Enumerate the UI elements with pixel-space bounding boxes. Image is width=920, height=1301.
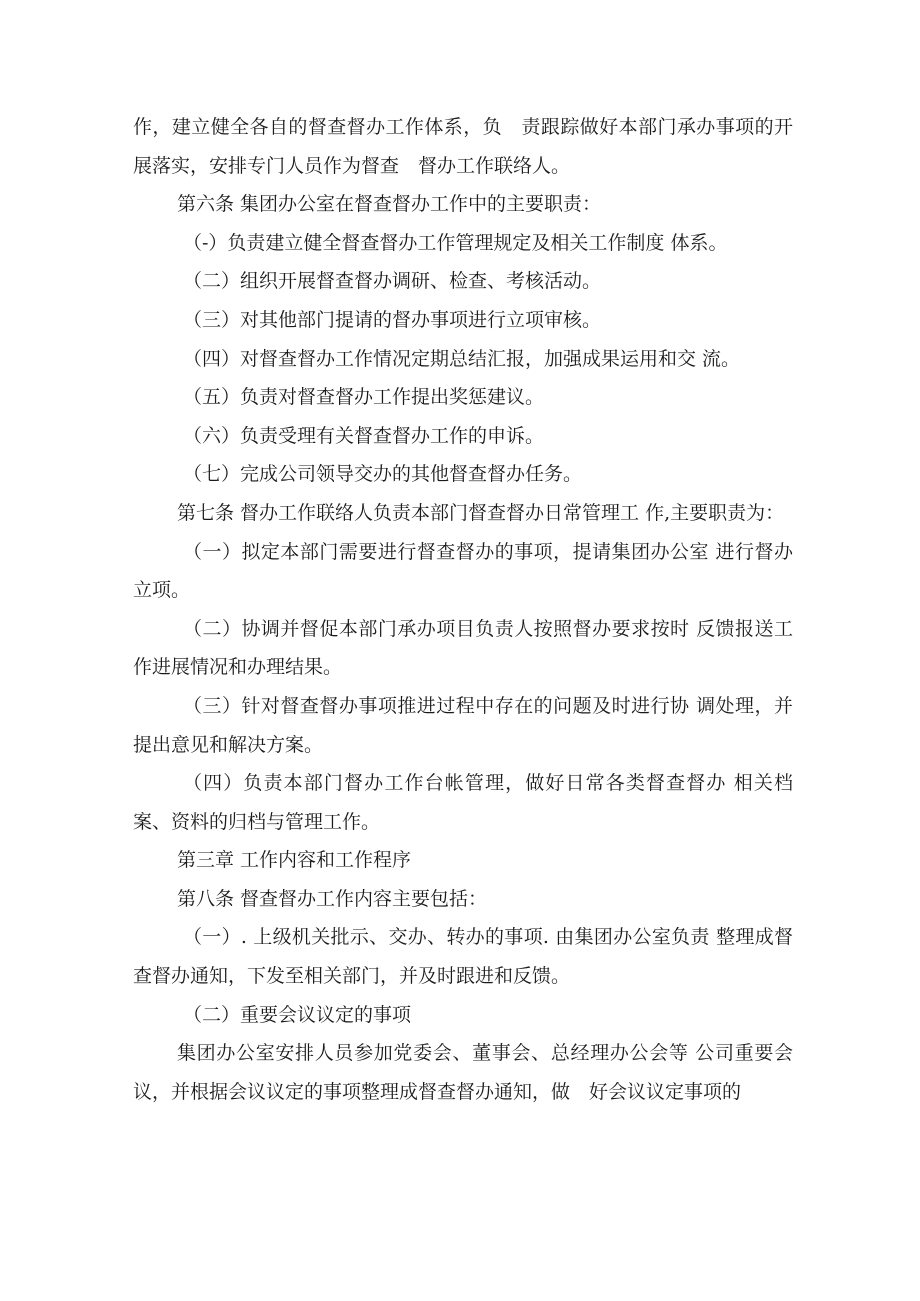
- article-7-heading: 第七条 督办工作联络人负责本部门督查督办日常管理工 作,主要职责为：: [177, 501, 785, 524]
- article-7-item-3: （三）针对督查督办事项推进过程中存在的问题及时进行协 调处理，并提出意见和解决方案。: [133, 694, 793, 756]
- article-8-item-2-body: 集团办公室安排人员参加党委会、董事会、总经理办公会等 公司重要会议，并根据会议议定的事项整理成督查督办通知，做 好会议议定事项的: [133, 1042, 793, 1103]
- article-8-item-2: （二）重要会议议定的事项: [183, 1003, 412, 1026]
- article-8-item-1: （一）. 上级机关批示、交办、转办的事项. 由集团办公室负责 整理成督查督办通知，下发至相关部门，并及时跟进和反馈。: [133, 926, 793, 988]
- article-6-item-7: （七）完成公司领导交办的其他督查督办任务。: [183, 463, 583, 486]
- article-6-heading: 第六条 集团办公室在督查督办工作中的主要职责：: [177, 193, 602, 216]
- article-8-heading: 第八条 督查督办工作内容主要包括：: [177, 887, 488, 910]
- document-page: [133, 108, 793, 1111]
- body-paragraph-1: 作，建立健全各自的督查督办工作体系，负 责跟踪做好本部门承办事项的开展落实，安排专门人员作为督查 督办工作联络人。: [133, 116, 793, 177]
- article-6-item-6: （六）负责受理有关督查督办工作的申诉。: [183, 424, 545, 447]
- article-7-item-1: （一）拟定本部门需要进行督查督办的事项，提请集团办公室 进行督办立项。: [133, 540, 793, 602]
- article-6-item-2: （二）组织开展督查督办调研、检查、考核活动。: [183, 270, 602, 293]
- article-6-item-4: （四）对督查督办工作情况定期总结汇报，加强成果运用和交 流。: [183, 347, 741, 370]
- article-7-item-2: （二）协调并督促本部门承办项目负责人按照督办要求按时 反馈报送工作进展情况和办理结果。: [133, 617, 793, 679]
- article-6-item-3: （三）对其他部门提请的督办事项进行立项审核。: [183, 308, 602, 331]
- article-6-item-1: （-）负责建立健全督查督办工作管理规定及相关工作制度 体系。: [183, 231, 728, 254]
- article-7-item-4: （四）负责本部门督办工作台帐管理，做好日常各类督查督办 相关档案、资料的归档与管理工作。: [133, 772, 793, 833]
- chapter-3-heading: 第三章 工作内容和工作程序: [177, 849, 412, 872]
- article-6-item-5: （五）负责对督查督办工作提出奖惩建议。: [183, 386, 545, 409]
